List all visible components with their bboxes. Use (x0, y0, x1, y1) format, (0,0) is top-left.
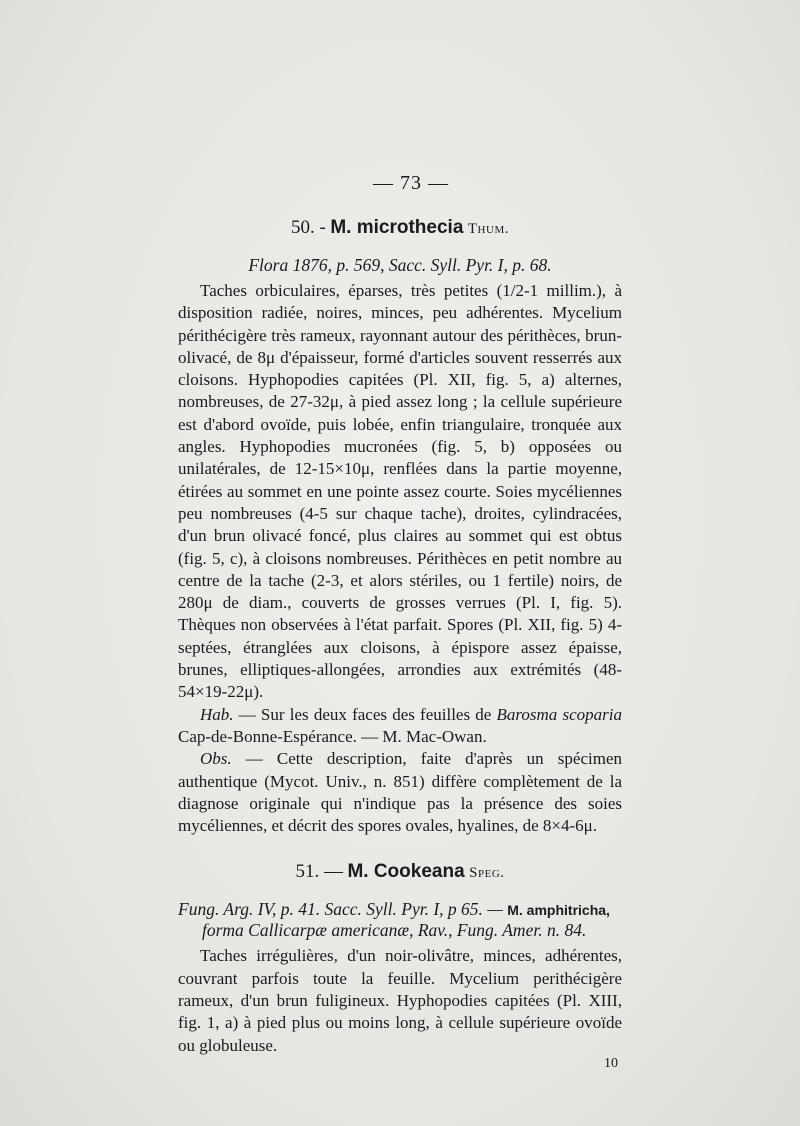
observation-text: — Cette description, faite d'après un spécimen authentique (Mycot. Univ., n. 851) diffère complètement de la diagnose originale qui n'indique pas la présence des soies mycéliennes, et décrit des spores ovales, hyalines, de 8×4-6μ. (178, 749, 622, 836)
entry-50-number: 50. - (291, 217, 326, 238)
habitat-species: Barosma scoparia (496, 704, 623, 724)
entry-51-species: M. Cookeana (347, 861, 465, 883)
entry-50-species: M. microthecia (330, 217, 464, 238)
entry-50-reference: Flora 1876, p. 569, Sacc. Syll. Pyr. I, p. 68. (248, 255, 552, 275)
habitat-label: Hab. (200, 704, 234, 724)
habitat-locality: Cap-de-Bonne-Espérance. — M. Mac-Owan. (178, 726, 487, 746)
signature-mark: 10 (604, 1055, 618, 1071)
entry-51-description: Taches irrégulières, d'un noir-olivâtre, minces, adhérentes, couvrant parfois toute la feuille. Mycelium perithécigère rameux, d'un brun fuligineux. Hyphopodies capitées (Pl. XIII, fig. 1, a) à pied plus ou moins long, à cellule supérieure ovoïde ou globuleuse. (178, 946, 622, 1055)
habitat-text: — Sur les deux faces des feuilles de (233, 704, 497, 724)
entry-50-heading (178, 217, 622, 239)
page-number: — 73 — (373, 172, 449, 194)
entry-50-author: Thum. (467, 221, 509, 237)
entry-50-description: Taches orbiculaires, éparses, très petites (1/2-1 millim.), à disposition radiée, noires, minces, peu adhérentes. Mycelium périthécigère très rameux, rayonnant autour des périthèces, brun-olivacé, de 8μ d'épaisseur, formé d'articles souvent resserrés aux cloisons. Hyphopodies capitées (Pl. XII, fig. 5, a) alternes, nombreuses, de 27-32μ, à pied assez long ; la cellule supérieure est d'abord ovoïde, puis lobée, enfin triangulaire, tronquée aux angles. Hyphopodies mucronées (fig. 5, b) opposées ou unilatérales, de 12-15×10μ, renflées dans la partie moyenne, étirées au sommet en une pointe assez courte. Soies mycéliennes peu nombreuses (4-5 sur chaque tache), droites, cylindracées, d'un brun olivacé foncé, plus claires au sommet qui est obtus (fig. 5, c), à cloisons nombreuses. Périthèces en petit nombre au centre de la tache (2-3, et alors stériles, ou 1 fertile) noirs, de 280μ de diam., couverts de grosses verrues (Pl. I, fig. 5). Thèques non observées à l'état parfait. Spores (Pl. XII, fig. 5) 4-septées, étranglées aux cloisons, à épispore assez épaisse, brunes, elliptiques-allongées, arrondies aux extrémités (48-54×19-22μ). (178, 281, 622, 702)
entry-51-number: 51. — (295, 861, 343, 883)
entry-51-reference-forma: forma Callicarpæ americanæ, Rav., Fung. Amer. n. 84. (202, 920, 587, 941)
entry-51-synonym: M. amphitricha, (507, 902, 610, 919)
entry-51-heading (178, 861, 622, 883)
observation-label: Obs. (200, 749, 232, 769)
entry-51-reference-main: Fung. Arg. IV, p. 41. Sacc. Syll. Pyr. I, p 65. — (178, 899, 508, 920)
entry-50-habitat (178, 704, 622, 749)
entry-51-author: Speg. (469, 865, 505, 882)
text-block (178, 172, 622, 1071)
entry-50-observation (178, 748, 622, 837)
entry-51-reference (178, 899, 622, 941)
